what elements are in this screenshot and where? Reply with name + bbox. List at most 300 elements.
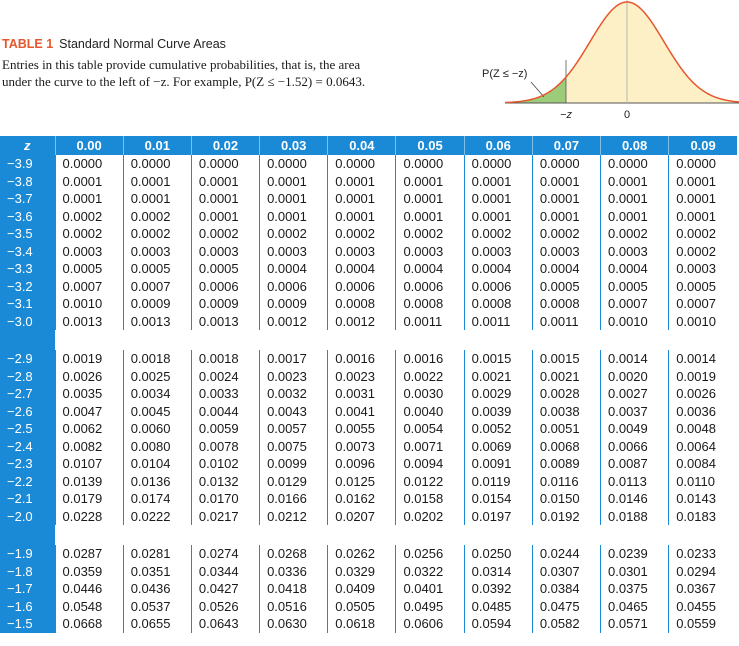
row-z-label: −1.5 [0, 615, 55, 633]
probability-cell: 0.0113 [601, 473, 669, 491]
probability-cell: 0.0001 [532, 208, 600, 226]
probability-cell: 0.0446 [55, 580, 123, 598]
region-label: P(Z ≤ −z) [482, 68, 528, 80]
probability-cell: 0.0032 [260, 385, 328, 403]
probability-cell: 0.0004 [532, 260, 600, 278]
probability-cell: 0.0001 [669, 208, 737, 226]
probability-cell: 0.0188 [601, 508, 669, 526]
probability-cell: 0.0139 [55, 473, 123, 491]
probability-cell: 0.0035 [55, 385, 123, 403]
probability-cell: 0.0537 [123, 598, 191, 616]
table-title [2, 37, 462, 52]
table-row [0, 173, 737, 191]
table-row [0, 545, 737, 563]
probability-cell: 0.0294 [669, 563, 737, 581]
row-z-label: −2.0 [0, 508, 55, 526]
probability-cell: 0.0505 [328, 598, 396, 616]
probability-cell: 0.0000 [260, 155, 328, 173]
probability-cell: 0.0005 [532, 278, 600, 296]
probability-cell: 0.0060 [123, 420, 191, 438]
probability-cell: 0.0055 [328, 420, 396, 438]
probability-cell: 0.0012 [328, 313, 396, 331]
probability-cell: 0.0202 [396, 508, 464, 526]
probability-cell: 0.0192 [532, 508, 600, 526]
probability-cell: 0.0003 [464, 243, 532, 261]
table-row [0, 350, 737, 368]
row-z-label: −3.8 [0, 173, 55, 191]
probability-cell: 0.0017 [260, 350, 328, 368]
probability-cell: 0.0014 [669, 350, 737, 368]
probability-cell: 0.0009 [123, 295, 191, 313]
probability-cell: 0.0475 [532, 598, 600, 616]
probability-cell: 0.0041 [328, 403, 396, 421]
probability-cell: 0.0007 [55, 278, 123, 296]
probability-cell: 0.0001 [123, 190, 191, 208]
row-z-label: −2.7 [0, 385, 55, 403]
probability-cell: 0.0043 [260, 403, 328, 421]
table-row [0, 615, 737, 633]
probability-cell: 0.0009 [191, 295, 259, 313]
probability-cell: 0.0039 [464, 403, 532, 421]
row-z-label: −3.6 [0, 208, 55, 226]
column-header: 0.01 [123, 136, 191, 155]
probability-cell: 0.0002 [260, 225, 328, 243]
probability-cell: 0.0040 [396, 403, 464, 421]
probability-cell: 0.0054 [396, 420, 464, 438]
probability-cell: 0.0571 [601, 615, 669, 633]
row-z-label: −3.7 [0, 190, 55, 208]
table-row [0, 403, 737, 421]
probability-cell: 0.0409 [328, 580, 396, 598]
probability-cell: 0.0119 [464, 473, 532, 491]
probability-cell: 0.0001 [532, 190, 600, 208]
table-row [0, 580, 737, 598]
probability-cell: 0.0150 [532, 490, 600, 508]
probability-cell: 0.0174 [123, 490, 191, 508]
probability-cell: 0.0002 [464, 225, 532, 243]
table-row [0, 420, 737, 438]
table-row [0, 490, 737, 508]
table-row [0, 563, 737, 581]
column-header: 0.02 [191, 136, 259, 155]
probability-cell: 0.0064 [669, 438, 737, 456]
probability-cell: 0.0222 [123, 508, 191, 526]
probability-cell: 0.0344 [191, 563, 259, 581]
row-z-label: −2.6 [0, 403, 55, 421]
probability-cell: 0.0000 [123, 155, 191, 173]
probability-cell: 0.0019 [55, 350, 123, 368]
probability-cell: 0.0217 [191, 508, 259, 526]
probability-cell: 0.0022 [396, 368, 464, 386]
probability-cell: 0.0668 [55, 615, 123, 633]
probability-cell: 0.0001 [464, 173, 532, 191]
probability-cell: 0.0069 [464, 438, 532, 456]
probability-cell: 0.0001 [532, 173, 600, 191]
probability-cell: 0.0281 [123, 545, 191, 563]
probability-cell: 0.0018 [191, 350, 259, 368]
probability-cell: 0.0158 [396, 490, 464, 508]
probability-cell: 0.0011 [532, 313, 600, 331]
probability-cell: 0.0037 [601, 403, 669, 421]
probability-cell: 0.0038 [532, 403, 600, 421]
probability-cell: 0.0001 [123, 173, 191, 191]
probability-cell: 0.0011 [396, 313, 464, 331]
probability-cell: 0.0021 [464, 368, 532, 386]
probability-cell: 0.0026 [669, 385, 737, 403]
probability-cell: 0.0228 [55, 508, 123, 526]
probability-cell: 0.0001 [191, 208, 259, 226]
row-z-label: −2.2 [0, 473, 55, 491]
probability-cell: 0.0170 [191, 490, 259, 508]
probability-cell: 0.0021 [532, 368, 600, 386]
probability-cell: 0.0016 [328, 350, 396, 368]
probability-cell: 0.0002 [669, 225, 737, 243]
table-row [0, 295, 737, 313]
row-z-label: −3.3 [0, 260, 55, 278]
probability-cell: 0.0001 [328, 208, 396, 226]
table-description [2, 56, 462, 90]
probability-cell: 0.0008 [396, 295, 464, 313]
table-row [0, 368, 737, 386]
probability-cell: 0.0239 [601, 545, 669, 563]
probability-cell: 0.0091 [464, 455, 532, 473]
probability-cell: 0.0001 [260, 190, 328, 208]
probability-cell: 0.0001 [328, 190, 396, 208]
probability-cell: 0.0049 [601, 420, 669, 438]
probability-cell: 0.0007 [601, 295, 669, 313]
probability-cell: 0.0008 [328, 295, 396, 313]
probability-cell: 0.0465 [601, 598, 669, 616]
probability-cell: 0.0329 [328, 563, 396, 581]
probability-cell: 0.0183 [669, 508, 737, 526]
probability-cell: 0.0392 [464, 580, 532, 598]
row-z-label: −3.9 [0, 155, 55, 173]
probability-cell: 0.0013 [55, 313, 123, 331]
probability-cell: 0.0002 [601, 225, 669, 243]
probability-cell: 0.0375 [601, 580, 669, 598]
table-row [0, 508, 737, 526]
probability-cell: 0.0244 [532, 545, 600, 563]
row-z-label: −1.8 [0, 563, 55, 581]
separator-z-cell [0, 525, 55, 545]
column-header-z: z [0, 136, 55, 155]
probability-cell: 0.0006 [191, 278, 259, 296]
probability-cell: 0.0001 [601, 190, 669, 208]
probability-cell: 0.0084 [669, 455, 737, 473]
probability-cell: 0.0526 [191, 598, 259, 616]
probability-cell: 0.0005 [601, 278, 669, 296]
column-header: 0.08 [601, 136, 669, 155]
probability-cell: 0.0013 [123, 313, 191, 331]
column-header: 0.04 [328, 136, 396, 155]
probability-cell: 0.0030 [396, 385, 464, 403]
row-z-label: −2.1 [0, 490, 55, 508]
probability-cell: 0.0051 [532, 420, 600, 438]
probability-cell: 0.0003 [191, 243, 259, 261]
row-z-label: −3.2 [0, 278, 55, 296]
probability-cell: 0.0104 [123, 455, 191, 473]
probability-cell: 0.0436 [123, 580, 191, 598]
probability-cell: 0.0485 [464, 598, 532, 616]
row-z-label: −2.4 [0, 438, 55, 456]
probability-cell: 0.0125 [328, 473, 396, 491]
separator-cell [55, 330, 737, 350]
row-z-label: −2.9 [0, 350, 55, 368]
probability-cell: 0.0001 [191, 173, 259, 191]
label-leader-line [531, 82, 544, 97]
probability-cell: 0.0110 [669, 473, 737, 491]
probability-cell: 0.0162 [328, 490, 396, 508]
probability-cell: 0.0001 [191, 190, 259, 208]
probability-cell: 0.0455 [669, 598, 737, 616]
probability-cell: 0.0401 [396, 580, 464, 598]
probability-cell: 0.0080 [123, 438, 191, 456]
probability-cell: 0.0001 [601, 208, 669, 226]
probability-cell: 0.0009 [260, 295, 328, 313]
probability-cell: 0.0000 [532, 155, 600, 173]
probability-cell: 0.0002 [396, 225, 464, 243]
row-z-label: −3.4 [0, 243, 55, 261]
probability-cell: 0.0250 [464, 545, 532, 563]
probability-cell: 0.0011 [464, 313, 532, 331]
separator-cell [55, 525, 737, 545]
curve-area-fill [505, 2, 739, 103]
probability-cell: 0.0262 [328, 545, 396, 563]
probability-cell: 0.0274 [191, 545, 259, 563]
row-z-label: −1.7 [0, 580, 55, 598]
probability-cell: 0.0026 [55, 368, 123, 386]
table-caption [2, 37, 462, 90]
probability-cell: 0.0016 [396, 350, 464, 368]
probability-cell: 0.0655 [123, 615, 191, 633]
probability-cell: 0.0005 [191, 260, 259, 278]
probability-cell: 0.0006 [396, 278, 464, 296]
row-z-label: −3.0 [0, 313, 55, 331]
probability-cell: 0.0027 [601, 385, 669, 403]
probability-cell: 0.0082 [55, 438, 123, 456]
probability-cell: 0.0001 [396, 173, 464, 191]
probability-cell: 0.0233 [669, 545, 737, 563]
probability-cell: 0.0146 [601, 490, 669, 508]
probability-cell: 0.0010 [55, 295, 123, 313]
probability-cell: 0.0102 [191, 455, 259, 473]
probability-cell: 0.0015 [532, 350, 600, 368]
column-header-row [0, 136, 737, 155]
probability-cell: 0.0006 [260, 278, 328, 296]
probability-cell: 0.0010 [601, 313, 669, 331]
probability-cell: 0.0197 [464, 508, 532, 526]
probability-cell: 0.0002 [532, 225, 600, 243]
table-row [0, 190, 737, 208]
probability-cell: 0.0630 [260, 615, 328, 633]
row-z-label: −1.6 [0, 598, 55, 616]
probability-cell: 0.0594 [464, 615, 532, 633]
probability-cell: 0.0052 [464, 420, 532, 438]
probability-cell: 0.0132 [191, 473, 259, 491]
block-separator [0, 330, 737, 350]
probability-cell: 0.0002 [328, 225, 396, 243]
description-line: under the curve to the left of −z. For example, P(Z ≤ −1.52) = 0.0643. [2, 74, 366, 89]
table-name: Standard Normal Curve Areas [59, 37, 226, 51]
row-z-label: −3.1 [0, 295, 55, 313]
zero-label: 0 [623, 109, 631, 121]
probability-cell: 0.0001 [396, 190, 464, 208]
probability-cell: 0.0096 [328, 455, 396, 473]
probability-cell: 0.0033 [191, 385, 259, 403]
probability-cell: 0.0001 [55, 173, 123, 191]
table-row [0, 473, 737, 491]
probability-cell: 0.0004 [328, 260, 396, 278]
probability-cell: 0.0367 [669, 580, 737, 598]
probability-cell: 0.0001 [396, 208, 464, 226]
row-z-label: −2.5 [0, 420, 55, 438]
probability-cell: 0.0044 [191, 403, 259, 421]
description-line: Entries in this table provide cumulative probabilities, that is, the area [2, 57, 361, 72]
probability-cell: 0.0003 [328, 243, 396, 261]
probability-cell: 0.0129 [260, 473, 328, 491]
probability-cell: 0.0001 [55, 190, 123, 208]
probability-cell: 0.0001 [260, 173, 328, 191]
table-row [0, 278, 737, 296]
row-z-label: −1.9 [0, 545, 55, 563]
probability-cell: 0.0019 [669, 368, 737, 386]
shaded-tail-area [505, 77, 566, 103]
probability-cell: 0.0025 [123, 368, 191, 386]
table-number: TABLE 1 [2, 37, 54, 51]
probability-cell: 0.0078 [191, 438, 259, 456]
probability-cell: 0.0099 [260, 455, 328, 473]
probability-cell: 0.0001 [669, 173, 737, 191]
probability-cell: 0.0268 [260, 545, 328, 563]
column-header: 0.03 [260, 136, 328, 155]
column-header: 0.00 [55, 136, 123, 155]
probability-cell: 0.0179 [55, 490, 123, 508]
probability-cell: 0.0001 [464, 190, 532, 208]
probability-cell: 0.0034 [123, 385, 191, 403]
column-header: 0.06 [464, 136, 532, 155]
probability-cell: 0.0001 [669, 190, 737, 208]
probability-cell: 0.0643 [191, 615, 259, 633]
row-z-label: −2.8 [0, 368, 55, 386]
probability-cell: 0.0495 [396, 598, 464, 616]
probability-cell: 0.0015 [464, 350, 532, 368]
normal-curve-svg [470, 0, 739, 128]
table-row [0, 208, 737, 226]
probability-cell: 0.0002 [55, 208, 123, 226]
probability-cell: 0.0116 [532, 473, 600, 491]
table-row [0, 455, 737, 473]
probability-cell: 0.0166 [260, 490, 328, 508]
probability-cell: 0.0606 [396, 615, 464, 633]
probability-cell: 0.0582 [532, 615, 600, 633]
probability-cell: 0.0028 [532, 385, 600, 403]
probability-cell: 0.0023 [260, 368, 328, 386]
probability-cell: 0.0045 [123, 403, 191, 421]
probability-cell: 0.0014 [601, 350, 669, 368]
table-row [0, 385, 737, 403]
probability-cell: 0.0001 [464, 208, 532, 226]
probability-cell: 0.0516 [260, 598, 328, 616]
probability-cell: 0.0000 [55, 155, 123, 173]
probability-cell: 0.0029 [464, 385, 532, 403]
probability-cell: 0.0003 [260, 243, 328, 261]
probability-cell: 0.0003 [55, 243, 123, 261]
probability-cell: 0.0068 [532, 438, 600, 456]
probability-cell: 0.0107 [55, 455, 123, 473]
probability-cell: 0.0000 [669, 155, 737, 173]
probability-cell: 0.0003 [669, 260, 737, 278]
probability-cell: 0.0007 [123, 278, 191, 296]
normal-curve-figure [470, 0, 739, 128]
probability-cell: 0.0004 [601, 260, 669, 278]
probability-cell: 0.0005 [669, 278, 737, 296]
probability-cell: 0.0384 [532, 580, 600, 598]
probability-cell: 0.0001 [601, 173, 669, 191]
probability-cell: 0.0002 [123, 225, 191, 243]
probability-cell: 0.0005 [55, 260, 123, 278]
probability-cell: 0.0023 [328, 368, 396, 386]
probability-cell: 0.0020 [601, 368, 669, 386]
column-header: 0.05 [396, 136, 464, 155]
probability-cell: 0.0207 [328, 508, 396, 526]
probability-cell: 0.0301 [601, 563, 669, 581]
table-row [0, 243, 737, 261]
probability-cell: 0.0359 [55, 563, 123, 581]
probability-cell: 0.0000 [191, 155, 259, 173]
row-z-label: −3.5 [0, 225, 55, 243]
separator-z-cell [0, 330, 55, 350]
probability-cell: 0.0003 [123, 243, 191, 261]
probability-cell: 0.0001 [328, 173, 396, 191]
table-row [0, 313, 737, 331]
probability-cell: 0.0418 [260, 580, 328, 598]
probability-cell: 0.0075 [260, 438, 328, 456]
probability-cell: 0.0351 [123, 563, 191, 581]
probability-cell: 0.0002 [191, 225, 259, 243]
probability-cell: 0.0010 [669, 313, 737, 331]
probability-cell: 0.0002 [55, 225, 123, 243]
probability-cell: 0.0256 [396, 545, 464, 563]
probability-cell: 0.0012 [260, 313, 328, 331]
probability-cell: 0.0122 [396, 473, 464, 491]
probability-cell: 0.0618 [328, 615, 396, 633]
probability-cell: 0.0003 [532, 243, 600, 261]
probability-cell: 0.0000 [328, 155, 396, 173]
row-z-label: −2.3 [0, 455, 55, 473]
probability-cell: 0.0001 [260, 208, 328, 226]
block-separator [0, 525, 737, 545]
column-header: 0.09 [669, 136, 737, 155]
probability-cell: 0.0002 [123, 208, 191, 226]
probability-cell: 0.0000 [464, 155, 532, 173]
probability-cell: 0.0006 [464, 278, 532, 296]
probability-cell: 0.0062 [55, 420, 123, 438]
probability-cell: 0.0004 [396, 260, 464, 278]
probability-cell: 0.0559 [669, 615, 737, 633]
probability-cell: 0.0007 [669, 295, 737, 313]
probability-cell: 0.0307 [532, 563, 600, 581]
probability-cell: 0.0000 [396, 155, 464, 173]
probability-cell: 0.0059 [191, 420, 259, 438]
probability-cell: 0.0073 [328, 438, 396, 456]
probability-cell: 0.0018 [123, 350, 191, 368]
table-row [0, 598, 737, 616]
probability-cell: 0.0036 [669, 403, 737, 421]
probability-cell: 0.0287 [55, 545, 123, 563]
probability-cell: 0.0000 [601, 155, 669, 173]
probability-cell: 0.0004 [464, 260, 532, 278]
probability-cell: 0.0071 [396, 438, 464, 456]
